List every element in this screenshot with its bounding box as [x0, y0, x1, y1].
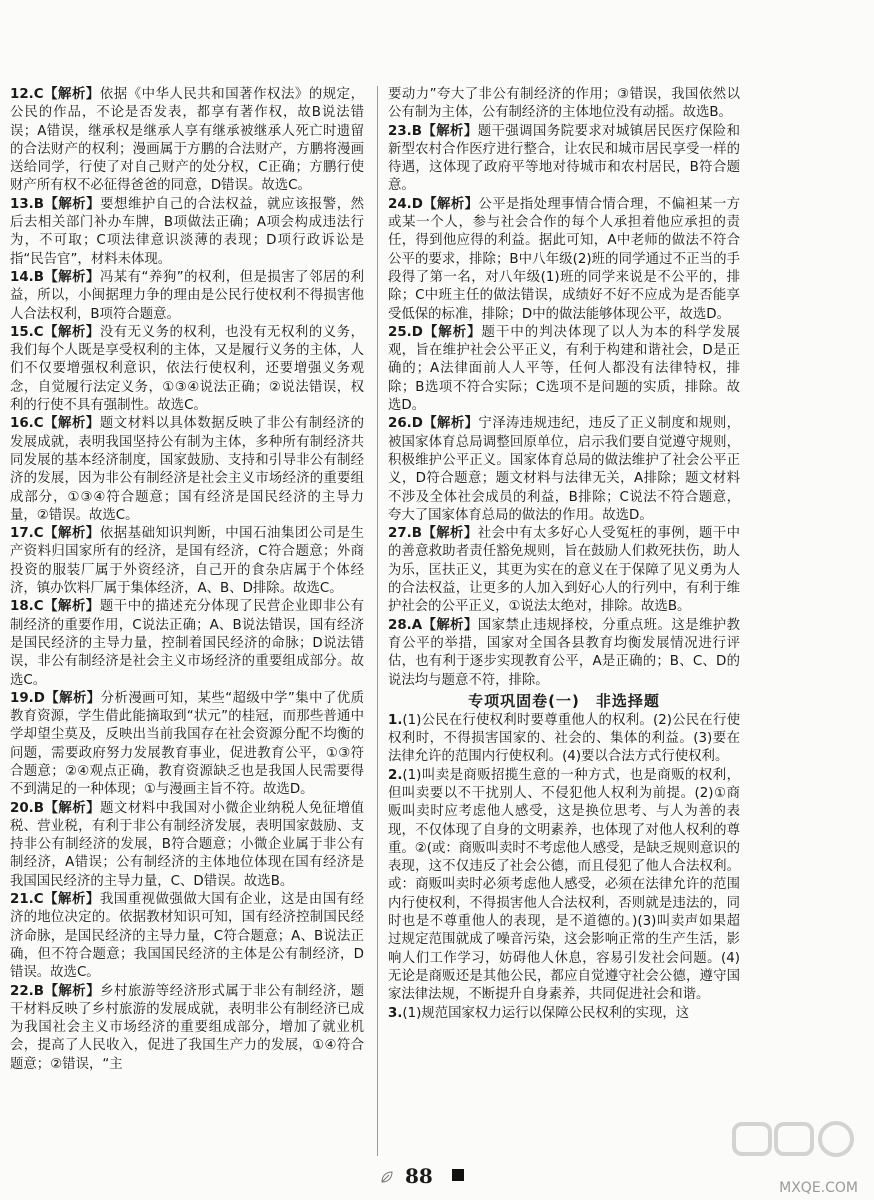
- watermark-text: MXQE.COM: [779, 1180, 858, 1196]
- answer-item: 27.B【解析】社会中有太多好心人受冤枉的事例，题干中的善意救助者责任豁免规则，旨在鼓励人们救死扶伤，助人为乐，匡扶正义，其更为实在的意义在于保障了见义勇为人的合法权益，让更多的人加入到好心人的行列中，有利于维护社会的公平正义，①说法太绝对，排除。故选B。: [388, 526, 740, 615]
- answer-item: 22.B【解析】乡村旅游等经济形式属于非公有制经济，题干材料反映了乡村旅游的发展成就，表明非公有制经济已成为我国社会主义市场经济的重要组成部分，增加了就业机会，提高了人民收入，促进了我国生产力的发展，①④符合题意；②错误，“主: [10, 983, 365, 1072]
- answer-item: 18.C【解析】题干中的描述充分体现了民营企业即非公有制经济的重要作用，C说法正确；A、B说法错误，国有经济是国民经济的主导力量，控制着国民经济的命脉；D说法错误，非公有制经济是社会主义市场经济的重要组成部分。故选C。: [10, 599, 365, 688]
- right-column: [388, 86, 740, 1023]
- answer-item: 24.D【解析】公平是指处理事情合情合理，不偏袒某一方或某一个人，参与社会合作的每个人承担着他应承担的责任，得到他应得的利益。据此可知，A中老师的做法不符合公平的要求，排除；B中八年级(2)班的同学通过不正当的手段得了第一名，对八年级(1)班的同学来说是不公平的，排除；C中班主任的做法错误，成绩好不好不应成为是否能享受低保的标准，排除；D中的做法能够体现公平，故选D。: [388, 196, 741, 322]
- answer-item: 15.C【解析】没有无义务的权利，也没有无权利的义务，我们每个人既是享受权利的主体，又是履行义务的主体，人们不仅要增强权利意识，依法行使权利，还要增强义务观念，自觉履行法定义务，①③④说法正确；②说法错误，权利的行使不具有强制性。故选C。: [10, 324, 365, 414]
- square-mark-icon: [452, 1169, 464, 1181]
- section-title: 专项巩固卷(一) 非选择题: [468, 691, 660, 710]
- answer-item: 19.D【解析】分析漫画可知，某些“超级中学”集中了优质教育资源，学生借此能摘取到“状元”的桂冠，而那些普通中学却望尘莫及，反映出当前我国存在社会资源分配不均衡的问题，需要政府努力发展教育事业，促进教育公平，①③符合题意；②④观点正确，教育资源缺乏也是我国人民需要得不到满足的一种体现；①与漫画主旨不符。故选D。: [10, 690, 365, 798]
- answer-item: 21.C【解析】我国重视做强做大国有企业，这是由国有经济的地位决定的。依据教材知识可知，国有经济控制国民经济命脉，是国民经济的主导力量，C符合题意；A、B说法正确，但不符合题意；我国国民经济的主体是公有制经济，D错误。故选C。: [10, 892, 365, 981]
- answer-item: 12.C【解析】依据《中华人民共和国著作权法》的规定，公民的作品，不论是否发表，都享有著作权，故B说法错误；A错误，继承权是继承人享有继承被继承人死亡时遗留的合法财产的权利；漫画属于方鹏的合法财产，方鹏将漫画送给同学，行使了对自己财产的处分权，C正确；方鹏行使财产所有权不必征得爸爸的同意，D错误。故选C。: [10, 87, 365, 194]
- answer-item: 1.(1)公民在行使权利时要尊重他人的权利。(2)公民在行使权利时，不得损害国家的、社会的、集体的利益。(3)要在法律允许的范围内行使权利。(4)要以合法方式行使权利。: [388, 712, 740, 765]
- answer-item: 3.(1)规范国家权力运行以保障公民权利的实现，这: [388, 1005, 690, 1021]
- answer-item: 17.C【解析】依据基础知识判断，中国石油集团公司是生产资料归国家所有的经济，是国有经济，C符合题意；外商投资的服装厂属于外资经济，自己开的食杂店属于个体经济，镇办饮料厂属于集体经济，A、B、D排除。故选C。: [10, 526, 365, 597]
- answer-item: 26.D【解析】宁泽涛违规违纪，违反了正义制度和规则，被国家体育总局调整回原单位，启示我们要自觉遵守规则，积极维护公平正义。国家体育总局的做法维护了社会公平正义，D符合题意；题文材料与法律无关，A排除；题文材料不涉及全体社会成员的利益，B排除；C说法不符合题意，夸大了国家体育总局的做法的作用。故选D。: [388, 416, 741, 523]
- page-number: 88: [405, 1164, 433, 1188]
- column-divider: [377, 86, 378, 1156]
- answer-item: 2.(1)叫卖是商贩招揽生意的一种方式，也是商贩的权利，但叫卖要以不干扰别人、不侵犯他人权利为前提。(2)①商贩叫卖时应考虑他人感受，这是换位思考、与人为善的表现，不仅体现了自身的文明素养，也体现了对他人权利的尊重。②(或：商贩叫卖时不考虑他人感受，是缺乏规则意识的表现，这不仅违反了社会公德，而且侵犯了他人合法权利。或：商贩叫卖时必须考虑他人感受，必须在法律允许的范围内行使权利，不得损害他人合法权利，否则就是违法的，同时也是不尊重他人的表现，是不道德的。)(3)叫卖声如果超过规定范围就成了噪音污染，这会影响正常的生产生活，影响人们工作学习，妨碍他人休息，容易引发社会问题。(4)无论是商贩还是其他公民，都应自觉遵守社会公德，遵守国家法律法规，不断提升自身素养，共同促进社会和谐。: [388, 767, 740, 1003]
- answer-item: 28.A【解析】国家禁止违规择校，分重点班。这是维护教育公平的举措，国家对全国各县教育均衡发展情况进行评估，也有利于逐步实现教育公平，A是正确的；B、C、D的说法均与题意不符，排除。: [388, 617, 741, 688]
- answer-item: 16.C【解析】题文材料以具体数据反映了非公有制经济的发展成就，表明我国坚持公有制为主体，多种所有制经济共同发展的基本经济制度，国家鼓励、支持和引导非公有制经济的发展，因为非公有制经济是社会主义市场经济的重要组成部分，①③④符合题意；国有经济是国民经济的主导力量，②错误。故选C。: [10, 416, 365, 523]
- continued-text: 要动力”夸大了非公有制经济的作用；③错误，我国依然以公有制为主体，公有制经济的主体地位没有动摇。故选B。: [388, 87, 740, 121]
- answer-item: 13.B【解析】要想维护自己的合法权益，就应该报警，然后去相关部门补办车牌，B项做法正确；A项会构成违法行为，不可取；C项法律意识淡薄的表现；D项行政诉讼是指“民告官”，材料未体现。: [10, 196, 365, 267]
- answer-watermark-icon: [730, 1118, 860, 1182]
- answer-item: 23.B【解析】题干强调国务院要求对城镇居民医疗保险和新型农村合作医疗进行整合，让农民和城市居民享受一样的待遇，这体现了政府平等地对待城市和农村居民，B符合题意。: [388, 123, 740, 194]
- leaf-icon: [380, 1170, 394, 1184]
- left-column: [10, 86, 364, 1074]
- answer-item: 25.D【解析】题干中的判决体现了以人为本的科学发展观，旨在维护社会公平正义，有利于构建和谐社会，D是正确的；A法律面前人人平等，任何人都没有法律特权，排除；B选项不符合实际；C选项不是问题的实质，排除。故选D。: [388, 324, 740, 414]
- answer-item: 20.B【解析】题文材料中我国对小微企业纳税人免征增值税、营业税，有利于非公有制经济发展，表明国家鼓励、支持非公有制经济的发展，B符合题意；小微企业属于非公有制经济，A错误；公有制经济的主体地位体现在国有经济是我国国民经济的主导力量，C、D错误。故选B。: [10, 800, 365, 889]
- answer-item: 14.B【解析】冯某有“养狗”的权利，但是损害了邻居的利益，所以，小闽据理力争的理由是公民行使权利不得损害他人合法权利，B项符合题意。: [10, 269, 365, 322]
